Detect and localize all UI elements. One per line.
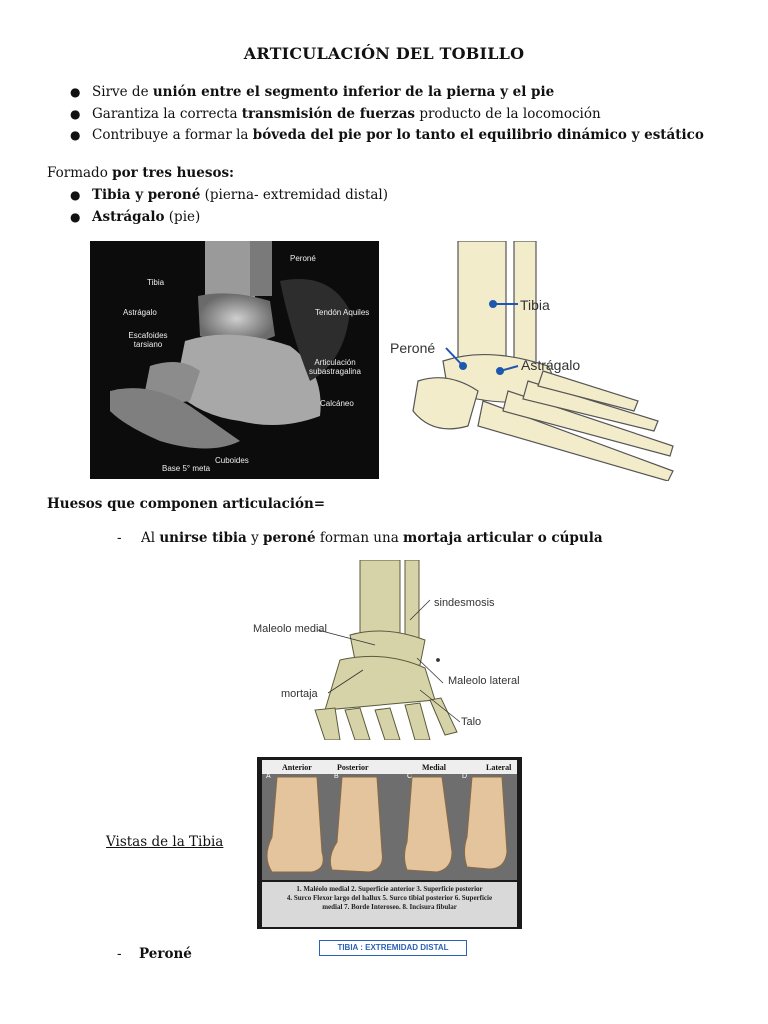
- bullet-dot-icon: ●: [70, 107, 81, 121]
- bullet-item: ● Garantiza la correcta transmisión de fuerzas producto de la locomoción: [70, 106, 601, 122]
- mortaja-image: [245, 560, 525, 740]
- view-letter: C: [407, 773, 413, 780]
- bones-label: sindesmosis: [434, 597, 495, 609]
- tibia-legend: 1. Maléolo medial 2. Superficie anterior 3. Superficie posterior 4. Surco Flexor largo del hallux 5. Surco tibial posterior 6. Superficie medial 7. Borde Interoseo. 8. Incisura fibular: [262, 882, 517, 927]
- xray-label: Peroné: [290, 254, 316, 263]
- xray-label: Articulación subastragalina: [308, 358, 362, 376]
- drawing-label: Peroné: [390, 340, 436, 356]
- ankle-drawing-image: [388, 241, 680, 481]
- view-header: Lateral: [486, 763, 512, 772]
- view-header: Medial: [422, 763, 446, 772]
- xray-label: Calcáneo: [320, 399, 354, 408]
- bullet-item: ● Contribuye a formar la bóveda del pie por lo tanto el equilibrio dinámico y estático: [70, 127, 704, 143]
- xray-label: Cuboides: [215, 456, 249, 465]
- bullet-item: ● Tibia y peroné (pierna- extremidad distal): [70, 187, 389, 203]
- xray-label: Astrágalo: [123, 308, 157, 317]
- page-title: ARTICULACIÓN DEL TOBILLO: [243, 44, 525, 63]
- bullet-dot-icon: ●: [70, 128, 81, 142]
- formado-line: Formado por tres huesos:: [47, 165, 235, 181]
- bullet-item: ● Sirve de unión entre el segmento inferior de la pierna y el pie: [70, 84, 555, 100]
- tibia-distal-tag: TIBIA : EXTREMIDAD DISTAL: [319, 940, 467, 956]
- bones-label: mortaja: [281, 688, 318, 700]
- tibia-views-image: [257, 757, 522, 957]
- xray-label: Base 5° meta: [162, 464, 211, 473]
- view-letter: B: [334, 773, 339, 780]
- dash-item: - Al unirse tibia y peroné forman una mortaja articular o cúpula: [117, 530, 603, 546]
- ankle-xray-image: [90, 241, 379, 479]
- bones-label: Maleolo medial: [253, 623, 327, 635]
- bullet-item: ● Astrágalo (pie): [70, 209, 201, 225]
- bullet-dot-icon: ●: [70, 188, 81, 202]
- view-header: Anterior: [282, 763, 312, 772]
- view-letter: A: [266, 773, 271, 780]
- xray-label: Tibia: [147, 278, 165, 287]
- xray-label: Escafoides tarsiano: [128, 331, 168, 349]
- xray-label: Tendón Aquiles: [315, 308, 370, 317]
- view-header: Posterior: [337, 763, 369, 772]
- vistas-tibia-link[interactable]: Vistas de la Tibia: [106, 834, 224, 850]
- view-letter: D: [462, 773, 468, 780]
- bones-label: Talo: [461, 716, 482, 728]
- bullet-dot-icon: ●: [70, 210, 81, 224]
- drawing-label: Tibia: [520, 297, 550, 313]
- bones-label: Maleolo lateral: [448, 675, 520, 687]
- dash-item: - Peroné: [117, 946, 192, 962]
- bullet-dot-icon: ●: [70, 85, 81, 99]
- drawing-label: Astrágalo: [521, 357, 581, 373]
- section-heading: Huesos que componen articulación=: [47, 496, 326, 512]
